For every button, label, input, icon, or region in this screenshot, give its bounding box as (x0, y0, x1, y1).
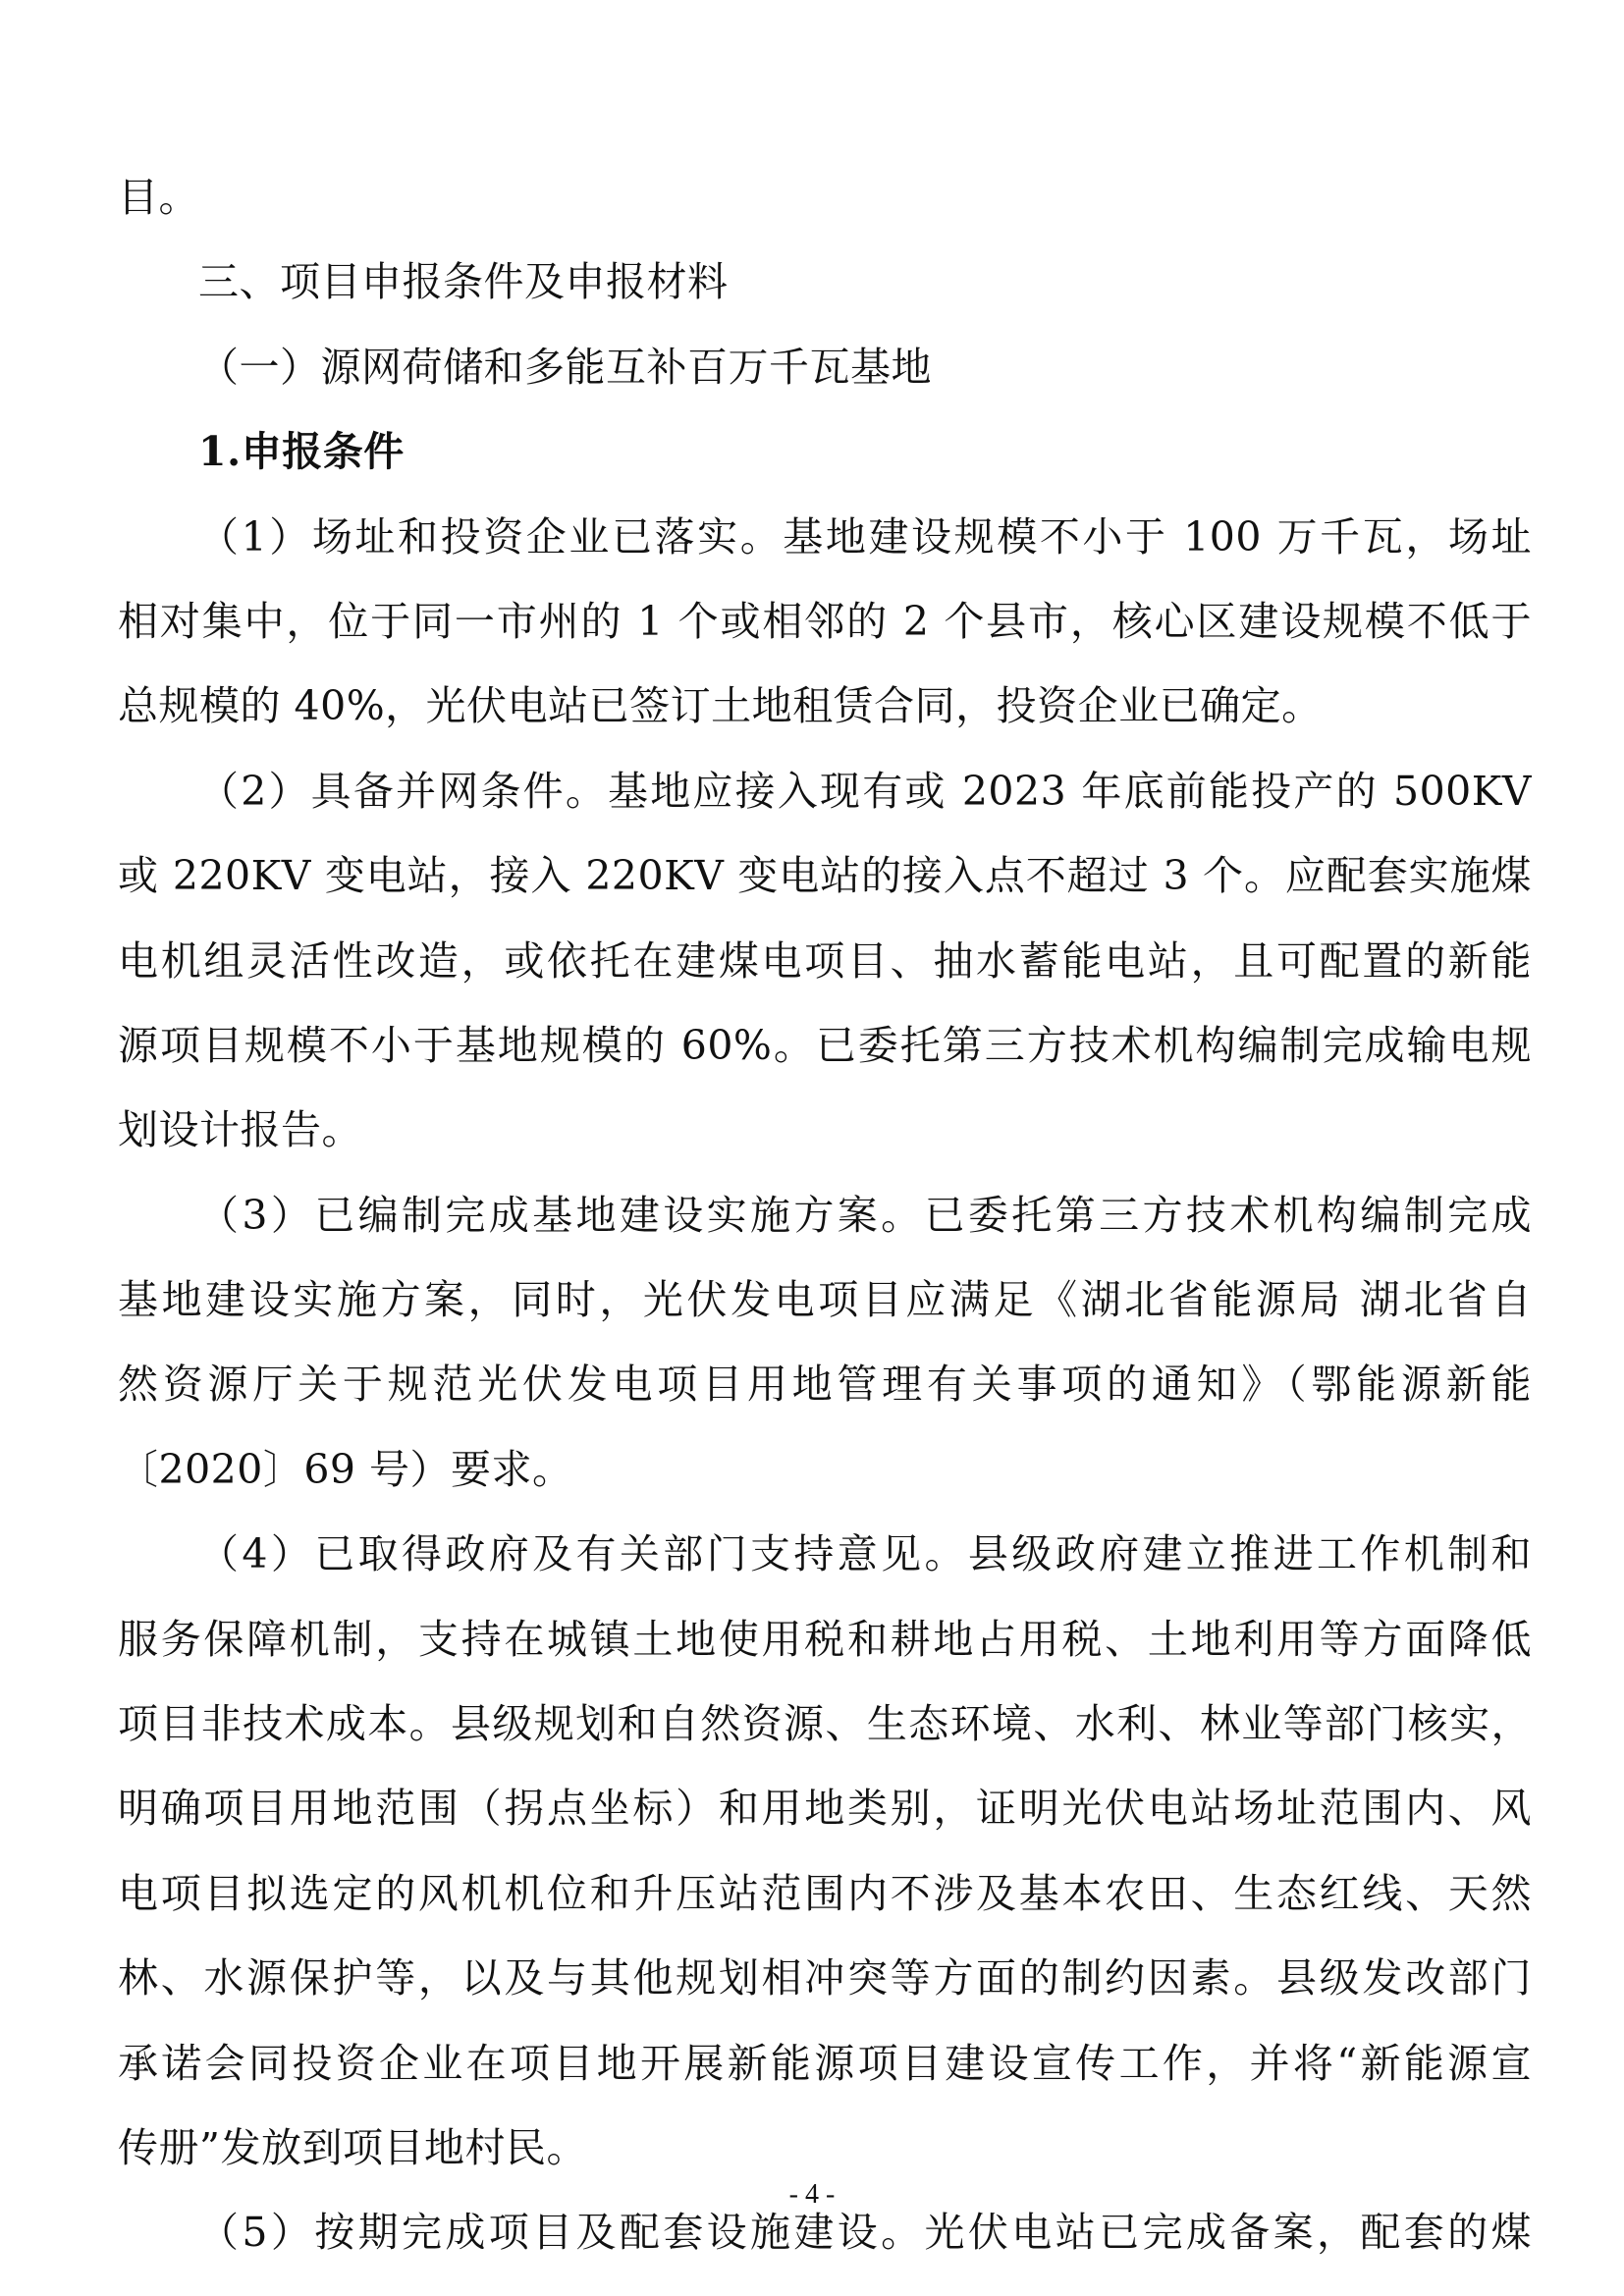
paragraph-line: （3）已编制完成基地建设实施方案。已委托第三方技术机构编制完成 (198, 1191, 1532, 1239)
paragraph-line: 承诺会同投资企业在项目地开展新能源项目建设宣传工作，并将“新能源宣 (118, 2039, 1532, 2087)
paragraph-line: 源项目规模不小于基地规模的 60%。已委托第三方技术机构编制完成输电规 (118, 1021, 1532, 1069)
paragraph-line: 电机组灵活性改造，或依托在建煤电项目、抽水蓄能电站，且可配置的新能 (118, 936, 1532, 985)
paragraph-line: 服务保障机制，支持在城镇土地使用税和耕地占用税、土地利用等方面降低 (118, 1615, 1532, 1663)
paragraph-line: 基地建设实施方案，同时，光伏发电项目应满足《湖北省能源局 湖北省自 (118, 1276, 1532, 1324)
paragraph-line: 总规模的 40%，光伏电站已签订土地租赁合同，投资企业已确定。 (118, 682, 1323, 730)
page-number: - 4 - (788, 2179, 836, 2210)
paragraph-line: 林、水源保护等，以及与其他规划相冲突等方面的制约因素。县级发改部门 (118, 1954, 1532, 2002)
paragraph-line: （4）已取得政府及有关部门支持意见。县级政府建立推进工作机制和 (198, 1530, 1532, 1578)
paragraph-line: 然资源厅关于规范光伏发电项目用地管理有关事项的通知》（鄂能源新能 (118, 1361, 1532, 1409)
paragraph-line: 相对集中，位于同一市州的 1 个或相邻的 2 个县市，核心区建设规模不低于 (118, 597, 1532, 645)
item-heading: 1.申报条件 (198, 428, 405, 476)
paragraph-line: （2）具备并网条件。基地应接入现有或 2023 年底前能投产的 500KV (198, 767, 1532, 815)
paragraph-line: （1）场址和投资企业已落实。基地建设规模不小于 100 万千瓦，场址 (198, 512, 1532, 561)
paragraph-line: 项目非技术成本。县级规划和自然资源、生态环境、水利、林业等部门核实， (118, 1700, 1532, 1748)
paragraph-line: 〔2020〕69 号）要求。 (118, 1445, 573, 1493)
page-body (118, 155, 1532, 2275)
text-line-continuation: 目。 (118, 174, 199, 221)
subsection-heading: （一）源网荷储和多能互补百万千瓦基地 (198, 343, 932, 391)
paragraph-line: 传册”发放到项目地村民。 (118, 2123, 587, 2171)
paragraph-line: 或 220KV 变电站，接入 220KV 变电站的接入点不超过 3 个。应配套实施煤 (118, 852, 1532, 900)
paragraph-line: 电项目拟选定的风机机位和升压站范围内不涉及基本农田、生态红线、天然 (118, 1869, 1532, 1917)
paragraph-line: 划设计报告。 (118, 1106, 362, 1154)
paragraph-line: （5）按期完成项目及配套设施建设。光伏电站已完成备案，配套的煤 (198, 2209, 1532, 2257)
paragraph-line: 明确项目用地范围（拐点坐标）和用地类别，证明光伏电站场址范围内、风 (118, 1785, 1532, 1833)
section-heading: 三、项目申报条件及申报材料 (198, 258, 729, 306)
